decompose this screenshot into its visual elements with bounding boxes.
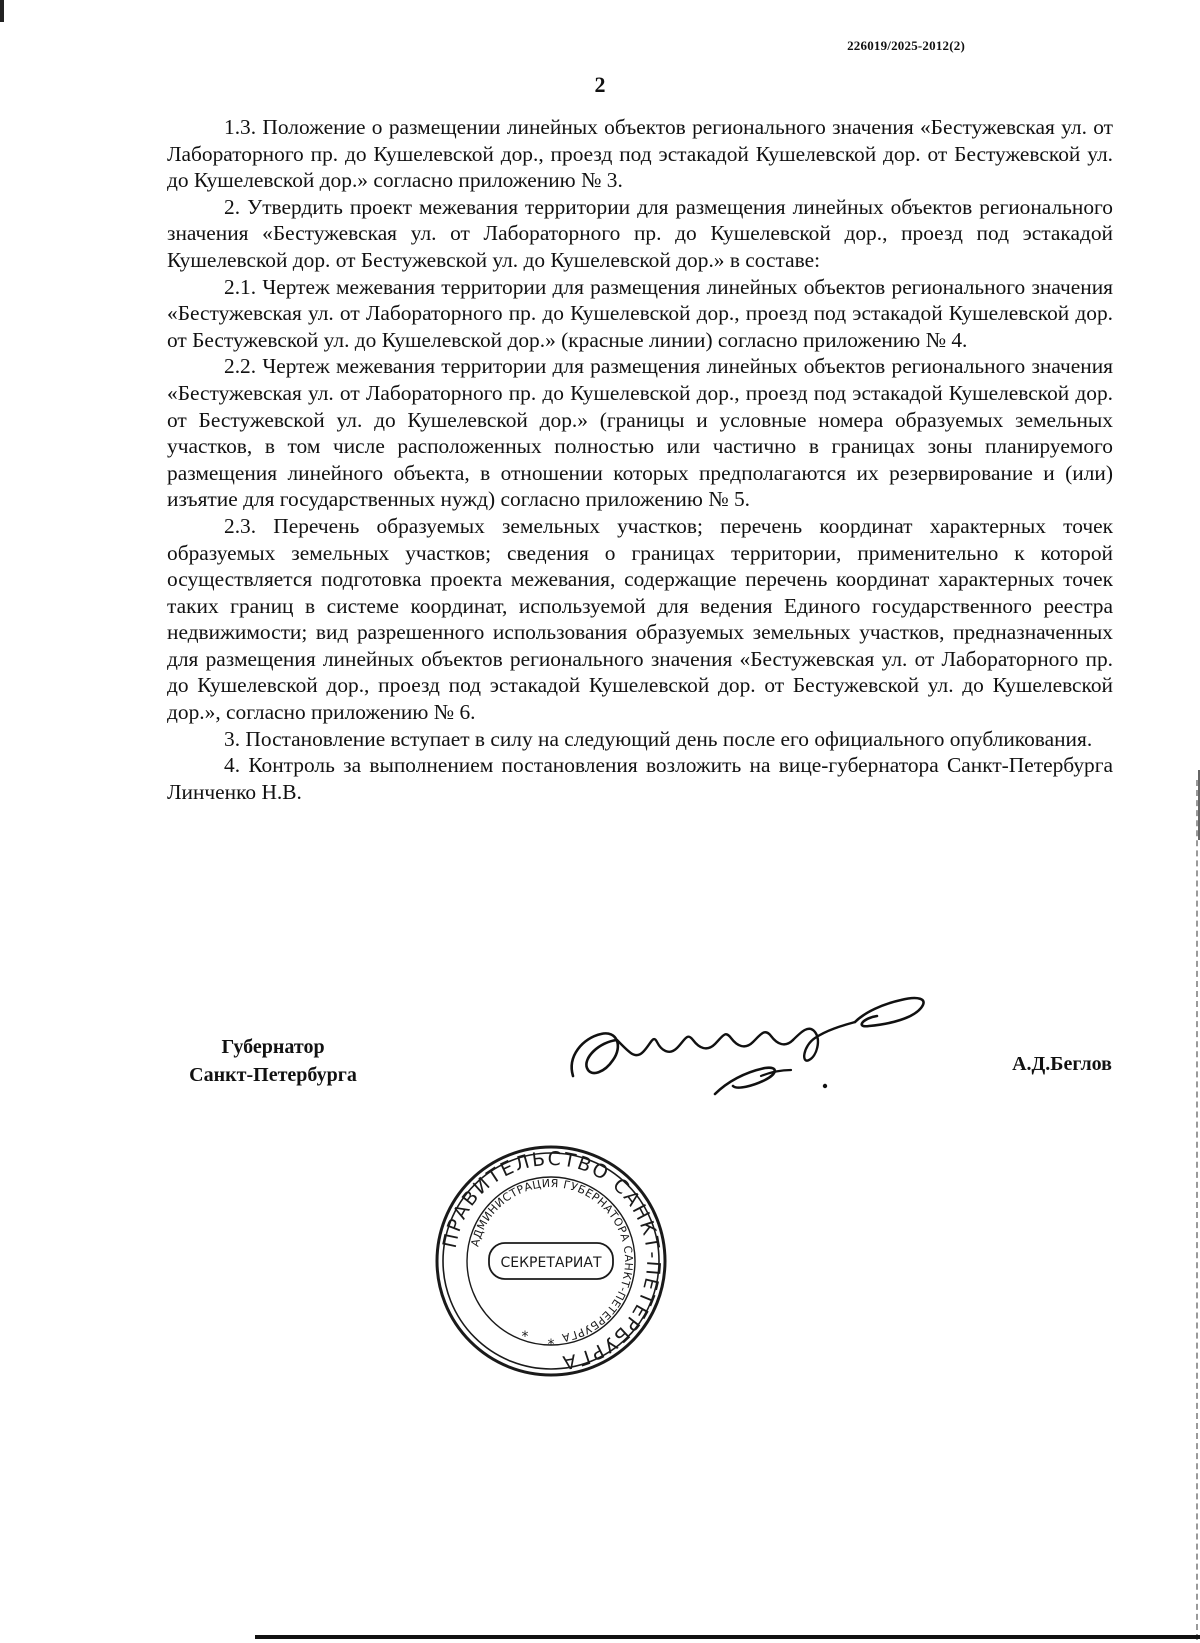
stamp-outer-text: ПРАВИТЕЛЬСТВО САНКТ-ПЕТЕРБУРГА	[438, 1147, 665, 1374]
handwritten-signature	[565, 990, 945, 1100]
stamp-center-text: СЕКРЕТАРИАТ	[500, 1255, 602, 1271]
document-body	[167, 114, 1113, 805]
scan-edge-dashes	[1196, 780, 1200, 1640]
signer-title	[168, 1033, 378, 1089]
document-registration-number: 226019/2025-2012(2)	[847, 38, 965, 53]
paragraph-2-1: 2.1. Чертеж межевания территории для размещения линейных объектов регионального значения «Бестужевская ул. от Лабораторного пр. до Кушелевской дор., проезд под эстакадой Кушелевской дор. от Бестужевской ул. до Кушелевской дор.» (красные линии) согласно приложению № 4.	[167, 274, 1113, 352]
scan-edge-mark	[0, 0, 4, 22]
paragraph-3: 3. Постановление вступает в силу на следующий день после его официального опубликования.	[224, 726, 1093, 751]
paragraph-1-3: 1.3. Положение о размещении линейных объектов регионального значения «Бестужевская ул. от Лабораторного пр. до Кушелевской дор., проезд под эстакадой Кушелевской дор. от Бестужевской ул. до Кушелевской дор.» согласно приложению № 3.	[167, 115, 1113, 193]
signer-title-line-1: Губернатор	[221, 1036, 325, 1058]
paragraph-2-3: 2.3. Перечень образуемых земельных участков; перечень координат характерных точек образуемых земельных участков; сведения о границах территории, применительно к которой осуществляется подготовка проекта межевания, содержащие перечень координат характерных точек таких границ в системе координат, используемой для ведения Единого государственного реестра недвижимости; вид разрешенного использования образуемых земельных участков, предназначенных для размещения линейных объектов регионального значения «Бестужевская ул. от Лабораторного пр. до Кушелевской дор., проезд под эстакадой Кушелевской дор. от Бестужевской ул. до Кушелевской дор.», согласно приложению № 6.	[167, 513, 1113, 725]
official-stamp	[433, 1143, 669, 1379]
svg-text:*: *	[521, 1329, 529, 1345]
paragraph-2-2: 2.2. Чертеж межевания территории для размещения линейных объектов регионального значения «Бестужевская ул. от Лабораторного пр. до Кушелевской дор., проезд под эстакадой Кушелевской дор. от Бестужевской ул. до Кушелевской дор.» (границы и условные номера образуемых земельных участков, в том числе расположенных полностью или частично в границах зоны планируемого размещения линейного объекта, в отношении которых предполагаются их резервирование и (или) изъятие для государственных нужд) согласно приложению № 5.	[167, 354, 1113, 512]
paragraph-2: 2. Утвердить проект межевания территории для размещения линейных объектов регионального значения «Бестужевская ул. от Лабораторного пр. до Кушелевской дор., проезд под эстакадой Кушелевской дор. от Бестужевской ул. до Кушелевской дор.» в составе:	[167, 194, 1113, 272]
scan-bottom-rule	[255, 1635, 1200, 1639]
svg-text:*: *	[547, 1337, 555, 1353]
paragraph-4: 4. Контроль за выполнением постановления возложить на вице-губернатора Санкт-Петербурга Линченко Н.В.	[167, 753, 1113, 804]
signer-title-line-2: Санкт-Петербурга	[189, 1064, 357, 1086]
signer-name: А.Д.Беглов	[1012, 1053, 1112, 1075]
page-number: 2	[594, 72, 606, 97]
stamp-inner-text: АДМИНИСТРАЦИЯ ГУБЕРНАТОРА САНКТ-ПЕТЕРБУРГА	[468, 1176, 636, 1345]
